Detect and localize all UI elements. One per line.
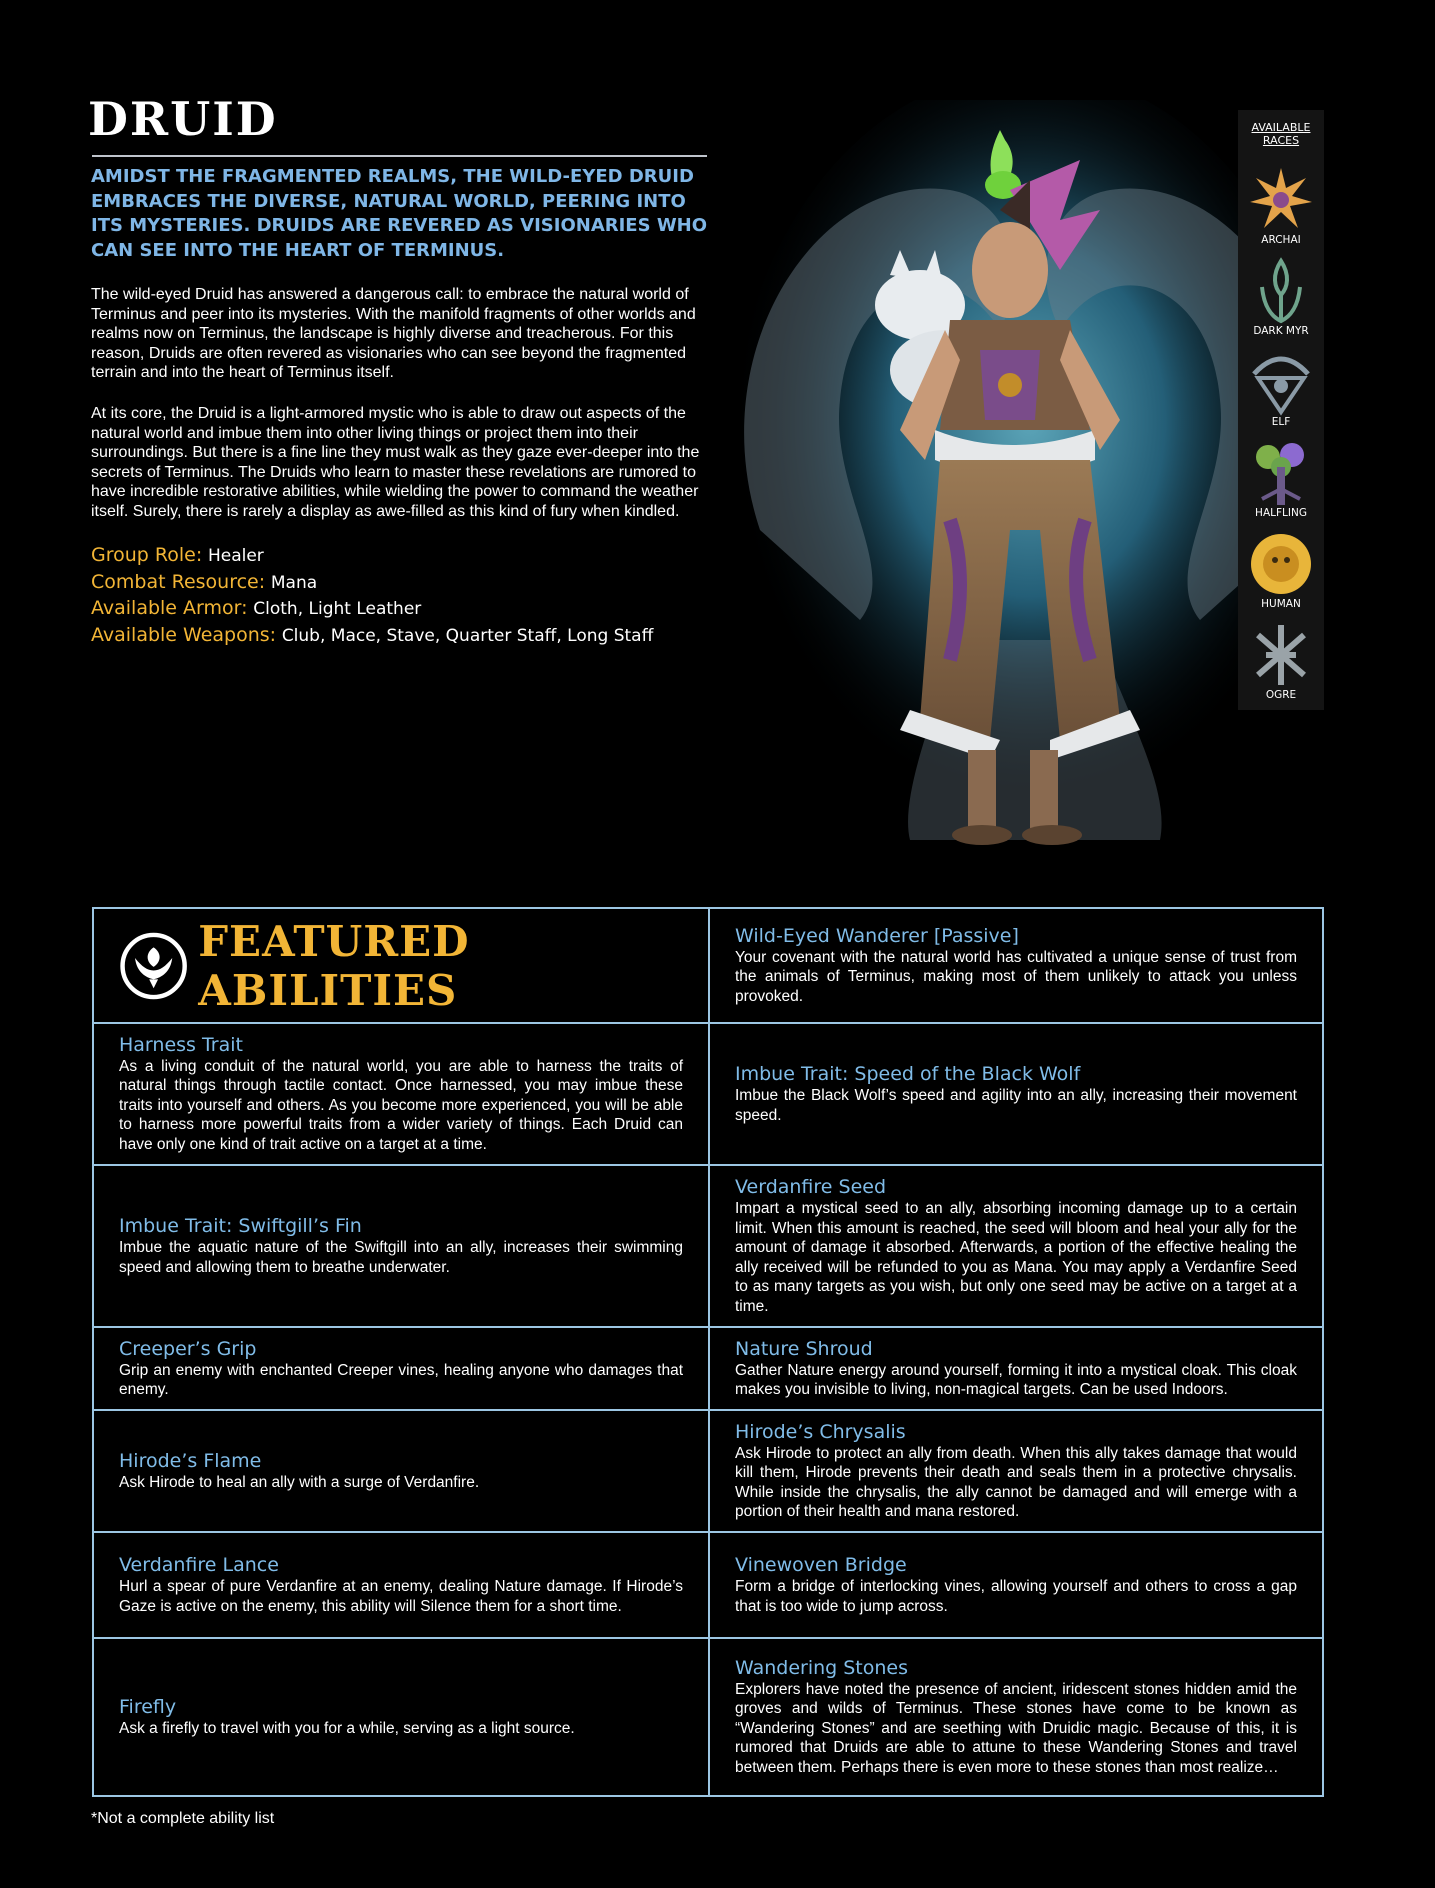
ability-description: Hurl a spear of pure Verdanfire at an enemy, dealing Nature damage. If Hirode’s Gaze is active on the enemy, this ability will Silence them for a short time.	[119, 1578, 683, 1615]
featured-abilities-header	[94, 909, 708, 1022]
human-icon	[1248, 530, 1314, 598]
ability-cell	[94, 1533, 708, 1637]
race-elf	[1238, 348, 1324, 428]
race-archai	[1238, 166, 1324, 246]
stat-value: Healer	[207, 546, 264, 566]
ability-cell	[94, 1166, 708, 1326]
ability-description: Imbue the aquatic nature of the Swiftgill into an ally, increases their swimming speed and allowing them to breathe underwater.	[119, 1239, 683, 1276]
footnote: *Not a complete ability list	[91, 1810, 275, 1827]
stat-group-role	[91, 543, 653, 570]
ability-description: Your covenant with the natural world has cultivated a unique sense of trust from the animals of Terminus, making most of them unlikely to attack you unless provoked.	[735, 948, 1297, 1005]
stat-label: Available Armor:	[91, 597, 248, 619]
ability-description: Imbue the Black Wolf’s speed and agility into an ally, increasing their movement speed.	[735, 1087, 1297, 1124]
race-label: DARK MYR	[1253, 325, 1309, 337]
druid-emblem-icon	[119, 927, 188, 1005]
elf-icon	[1248, 348, 1314, 416]
ability-name: Wandering Stones	[735, 1656, 909, 1679]
race-dark-myr	[1238, 257, 1324, 337]
races-header-line: RACES	[1262, 134, 1300, 147]
ability-cell	[710, 1533, 1322, 1637]
ogre-icon	[1248, 621, 1314, 689]
ability-name: Firefly	[119, 1695, 177, 1718]
ability-name: Verdanfire Seed	[735, 1176, 887, 1198]
ability-cell	[710, 1411, 1322, 1531]
ability-description: Ask Hirode to heal an ally with a surge of Verdanfire.	[119, 1473, 480, 1491]
ability-description: Impart a mystical seed to an ally, absorbing incoming damage up to a certain limit. When this amount is reached, the seed will bloom and heal your ally for the amount of damage it absorbed. Afterwards, a portion of the effective healing the ally received will be refunded to you as Mana. You may apply a Verdanfire Seed to as many targets as you wish, but only one seed may be active on a target at a time.	[735, 1200, 1297, 1315]
ability-cell	[710, 1166, 1322, 1326]
description-paragraph-2: At its core, the Druid is a light-armored mystic who is able to draw out aspects of the natural world and imbue them into other living things or project them into their surroundings. But there is a fine line they must walk as they gaze ever-deeper into the secrets of Terminus. The Druids who learn to master these revelations are rumored to have incredible restorative abilities, while wielding the power to command the weather itself. Surely, there is rarely a display as awe-filled as this kind of fury when kindled.	[91, 405, 700, 520]
ability-name: Creeper’s Grip	[119, 1337, 257, 1360]
races-header-line: AVAILABLE	[1251, 121, 1311, 134]
ability-name: Vinewoven Bridge	[735, 1554, 907, 1576]
ability-cell	[710, 909, 1322, 1022]
race-human	[1238, 530, 1324, 610]
stat-available-weapons	[91, 623, 653, 650]
ability-name: Hirode’s Chrysalis	[735, 1420, 906, 1443]
stat-value: Cloth, Light Leather	[253, 599, 422, 619]
ability-name: Nature Shroud	[735, 1337, 873, 1360]
ability-cell	[710, 1024, 1322, 1164]
ability-cell	[94, 1024, 708, 1164]
ability-name: Imbue Trait: Swiftgill’s Fin	[119, 1215, 362, 1237]
race-label: HALFLING	[1255, 507, 1307, 519]
dark-myr-icon	[1248, 257, 1314, 325]
stat-label: Available Weapons:	[91, 623, 277, 646]
page-title: DRUID	[88, 92, 278, 146]
featured-abilities-title: FEATURED ABILITIES	[198, 916, 470, 1015]
ability-name: Wild-Eyed Wanderer [Passive]	[735, 924, 1019, 947]
ability-description: Explorers have noted the presence of ancient, iridescent stones hidden amid the groves and wilds of Terminus. These stones have come to be known as “Wandering Stones” and are seething with Druidic magic. Because of this, it is rumored that Druids are able to attune to these Wandering Stones and travel between them. Perhaps there is even more to these stones than most realize…	[735, 1680, 1297, 1776]
race-label: ARCHAI	[1261, 234, 1301, 246]
ability-cell	[710, 1639, 1322, 1795]
halfling-icon	[1248, 439, 1314, 507]
ability-description: Ask a firefly to travel with you for a while, serving as a light source.	[119, 1719, 575, 1737]
featured-abilities-grid	[92, 907, 1324, 1797]
ability-name: Verdanfire Lance	[119, 1554, 279, 1576]
ability-cell	[710, 1328, 1322, 1409]
stat-available-armor	[91, 596, 653, 623]
ability-description: Gather Nature energy around yourself, forming it into a mystical cloak. This cloak makes you invisible to living, non-magical targets. Can be used Indoors.	[735, 1361, 1297, 1398]
race-halfling	[1238, 439, 1324, 519]
ability-description: Form a bridge of interlocking vines, allowing yourself and others to cross a gap that is too wide to jump across.	[735, 1578, 1297, 1615]
ability-name: Imbue Trait: Speed of the Black Wolf	[735, 1063, 1081, 1085]
ability-description: As a living conduit of the natural world, you are able to harness the traits of natural things through tactile contact. Once harnessed, you may imbue these traits into yourself and others. As you become more experienced, you will be able to harness more powerful traits from a wider variety of things. Each Druid can have only one kind of trait active on a target at a time.	[119, 1057, 683, 1153]
race-ogre	[1238, 621, 1324, 701]
stat-combat-resource	[91, 570, 653, 597]
race-label: OGRE	[1265, 689, 1297, 701]
title-divider	[92, 155, 707, 157]
stat-value: Mana	[270, 572, 318, 593]
ability-description: Ask Hirode to protect an ally from death. When this ally takes damage that would kill them, Hirode prevents their death and seals them in a protective chrysalis. While inside the chrysalis, the ally cannot be damaged and will emerge with a portion of their health and mana restored.	[735, 1444, 1297, 1520]
ability-name: Harness Trait	[119, 1033, 243, 1056]
stat-label: Group Role:	[91, 544, 203, 566]
race-label: ELF	[1271, 416, 1291, 428]
archai-icon	[1248, 166, 1314, 234]
description-paragraph-1: The wild-eyed Druid has answered a dangerous call: to embrace the natural world of Terminus and peer into its mysteries. With the manifold fragments of other worlds and realms now on Terminus, the landscape is highly diverse and treacherous. For this reason, Druids are often revered as visionaries who can see beyond the fragmented terrain and into the heart of Terminus itself.	[91, 286, 696, 382]
stat-value: Club, Mace, Stave, Quarter Staff, Long Staff	[281, 625, 654, 646]
intro-tagline: AMIDST THE FRAGMENTED REALMS, THE WILD-EYED DRUID EMBRACES THE DIVERSE, NATURAL WORLD, PEERING INTO ITS MYSTERIES. DRUIDS ARE REVERED AS VISIONARIES WHO CAN SEE INTO THE HEART OF TERMINUS.	[91, 166, 708, 261]
race-label: HUMAN	[1261, 598, 1301, 610]
ability-description: Grip an enemy with enchanted Creeper vines, healing anyone who damages that enemy.	[119, 1361, 683, 1398]
ability-cell	[94, 1639, 708, 1795]
races-header	[1238, 121, 1324, 147]
ability-cell	[94, 1328, 708, 1409]
class-stats	[91, 543, 653, 649]
ability-cell	[94, 1411, 708, 1531]
ability-name: Hirode’s Flame	[119, 1449, 262, 1472]
stat-label: Combat Resource:	[91, 570, 266, 593]
